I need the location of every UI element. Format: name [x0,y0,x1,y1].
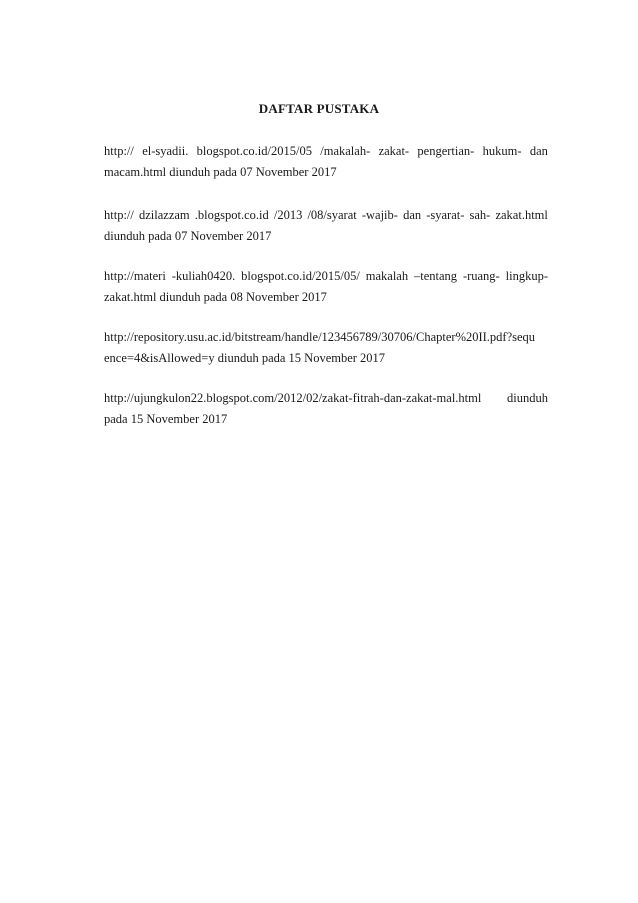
reference-word: el-syadii. [142,144,189,158]
reference-word: .blogspot.co.id [194,208,269,222]
reference-word: http://ujungkulon22.blogspot.com/2012/02/zakat-fitrah-dan-zakat-mal.html [104,391,482,405]
reference-word: http://materi [104,269,166,283]
reference-word: /2013 [273,208,303,222]
reference-word: blogspot.co.id/2015/05 [196,144,312,158]
reference-line-2: macam.html diunduh pada 07 November 2017 [104,165,337,179]
reference-word: http:// [104,208,134,222]
reference-word: -kuliah0420. [171,269,236,283]
reference-word: –tentang [414,269,458,283]
reference-word: lingkup- [505,269,548,283]
reference-word: pengertian- [417,144,475,158]
reference-word: zakat- [378,144,410,158]
reference-line-2: ence=4&isAllowed=y diunduh pada 15 November 2017 [104,351,386,365]
reference-line-2: diunduh pada 07 November 2017 [104,229,272,243]
reference-item-1 [104,141,548,183]
reference-word: hukum- [482,144,522,158]
reference-line-1 [104,141,548,162]
reference-word: http:// [104,144,134,158]
reference-word: -wajib- [361,208,398,222]
reference-line-1 [104,266,548,287]
reference-word: diunduh [507,391,548,405]
reference-word: /08/syarat [307,208,357,222]
reference-item-4 [104,327,548,369]
reference-word: makalah [365,269,409,283]
reference-word: http://repository.usu.ac.id/bitstream/handle/123456789/30706/Chapter%20II.pdf?sequ [104,330,536,344]
reference-word: dan [529,144,548,158]
reference-line-1 [104,327,548,348]
reference-word: dan [403,208,422,222]
reference-line-2: zakat.html diunduh pada 08 November 2017 [104,290,327,304]
reference-word: zakat.html [495,208,548,222]
reference-word: sah- [469,208,491,222]
reference-word: /makalah- [320,144,371,158]
reference-list [104,141,548,449]
reference-item-5 [104,388,548,430]
reference-line-1 [104,388,548,409]
reference-word: -ruang- [462,269,500,283]
reference-line-1 [104,205,548,226]
reference-item-2 [104,205,548,247]
reference-word: blogspot.co.id/2015/05/ [241,269,360,283]
reference-word: -syarat- [426,208,465,222]
page-title: DAFTAR PUSTAKA [258,101,380,116]
reference-item-3 [104,266,548,308]
reference-word: dzilazzam [138,208,190,222]
reference-line-2: pada 15 November 2017 [104,412,228,426]
